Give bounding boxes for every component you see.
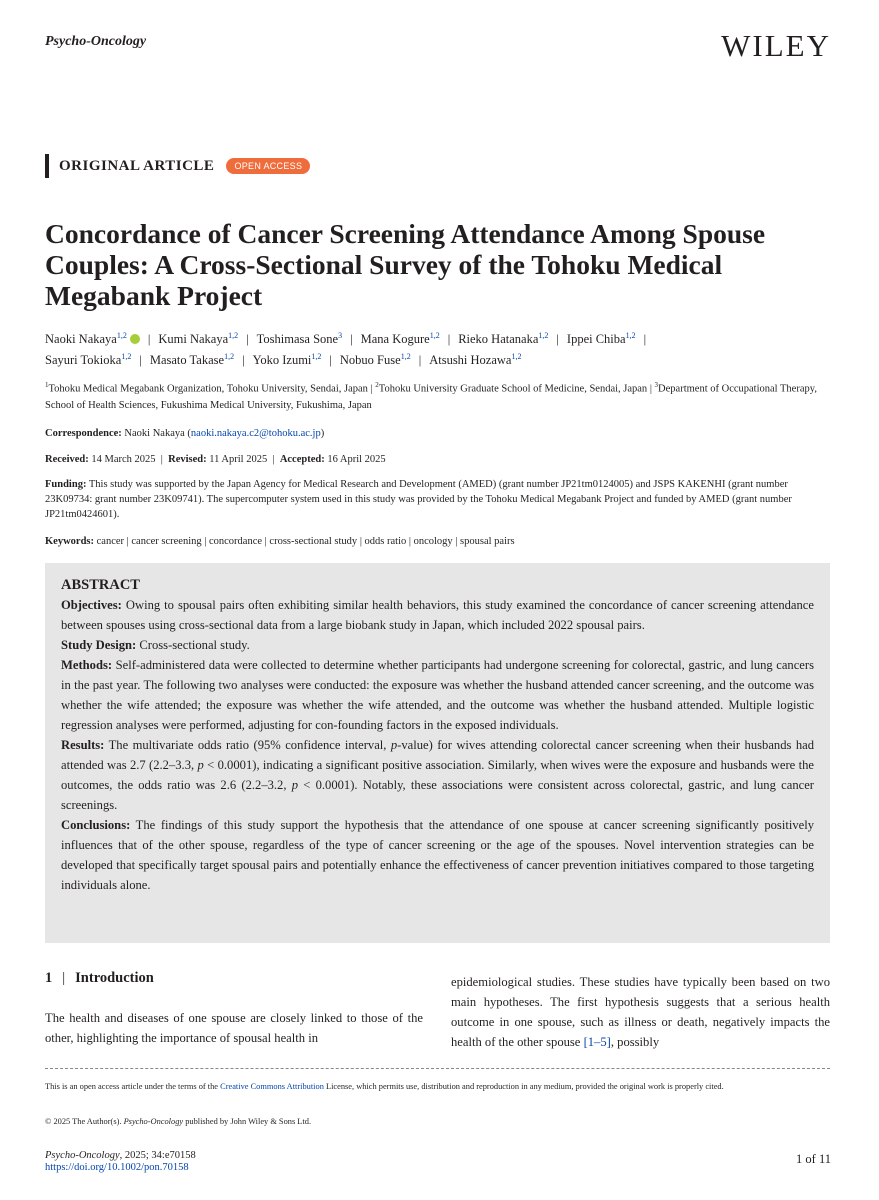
- email-link[interactable]: naoki.nakaya.c2@tohoku.ac.jp: [190, 428, 321, 439]
- abstract-conclusions: Conclusions: The findings of this study support the hypothesis that the attendance of one spouse at cancer screening significantly positively influences that of the other spouse, regardless of the type of cancer screening or the age of the spouses. Novel intervention strategies can be developed that specifically target spousal pairs and potentially enhance the effectiveness of cancer prevention initiatives compared to those targeting individuals alone.: [61, 818, 815, 892]
- license-note: This is an open access article under the terms of the Creative Commons Attribution License, which permits use, distribution and reproduction in any medium, provided the original work is properly cited.: [45, 1082, 724, 1091]
- keywords: Keywords: cancer | cancer screening | concordance | cross-sectional study | odds ratio | oncology | spousal pairs: [45, 536, 515, 547]
- funding: Funding: This study was supported by the Japan Agency for Medical Research and Development (AMED) (grant number JP21tm0124005) and JSPS KAKENHI (grant number 23K09734: grant number 23K09741). The supercomputer system used in this study was provided by the Tohoku Medical Megabank Project and funded by AMED (grant number JP21tm0424601).: [45, 479, 792, 520]
- citation-info: Psycho-Oncology, 2025; 34:e70158 https://doi.org/10.1002/pon.70158: [45, 1150, 196, 1173]
- author[interactable]: Yoko Izumi$^{1,2}$: [252, 352, 322, 368]
- author[interactable]: Atsushi Hozawa$^{1,2}$: [429, 352, 522, 368]
- article-type-row: [45, 154, 310, 178]
- open-access-badge[interactable]: OPEN ACCESS: [226, 158, 310, 174]
- abstract-box: [45, 563, 830, 943]
- section-heading: 1 | Introduction: [45, 970, 154, 986]
- author[interactable]: Sayuri Tokioka$^{1,2}$: [45, 352, 132, 368]
- article-title: Concordance of Cancer Screening Attendance Among Spouse Couples: A Cross-Sectional Survey of the Tohoku Medical Megabank Project: [45, 218, 766, 311]
- journal-name: Psycho-Oncology: [45, 34, 147, 49]
- author[interactable]: Kumi Nakaya$^{1,2}$: [158, 331, 239, 347]
- abstract-objectives: Objectives: Owing to spousal pairs often exhibiting similar health behaviors, this study examined the concordance of cancer screening attendance between spouses using cross-sectional data from a large biobank study in Japan, which included 2022 spousal pairs.: [61, 598, 814, 632]
- author[interactable]: Mana Kogure$^{1,2}$: [360, 331, 440, 347]
- author[interactable]: Toshimasa Sone$^3$: [256, 331, 343, 347]
- author[interactable]: Ippei Chiba$^{1,2}$: [566, 331, 636, 347]
- body-text-right: epidemiological studies. These studies have typically been based on two main hypotheses. The first hypothesis suggests that a serious health outcome in one spouse, such as illness or death, negatively impacts the health of the other spouse [1–5], possibly: [451, 975, 830, 1049]
- article-type-bar: [45, 154, 49, 178]
- abstract-heading: ABSTRACT: [61, 577, 140, 593]
- abstract-methods: Methods: Self-administered data were collected to determine whether participants had undergone screening for colorectal, gastric, and lung cancers in the past year. The following two analyses were conducted: the exposure was whether the husband attended cancer screening, and the outcome was whether the wife attended; the exposure was whether the wife attended, and the outcome was whether the husband attended. Multiple logistic regression analyses were performed, adjusting for con-founding factors in the exposed individuals.: [61, 658, 814, 732]
- article-type-label: ORIGINAL ARTICLE: [59, 157, 215, 174]
- publisher-logo: WILEY: [721, 28, 831, 63]
- copyright-note: © 2025 The Author(s). Psycho-Oncology published by John Wiley & Sons Ltd.: [45, 1117, 312, 1126]
- abstract-results: Results: The multivariate odds ratio (95% confidence interval, p-value) for wives attending colorectal cancer screening when their husbands had attended was 2.7 (2.2–3.3, p < 0.0001), indicating a significant positive association. Similarly, when wives were the exposure and husbands were the outcomes, the odds ratio was 2.6 (2.2–3.2, p < 0.0001). Notably, these associations were consistent across colorectal, gastric, and lung cancer screenings.: [61, 738, 815, 812]
- author[interactable]: Naoki Nakaya$^{1,2}$: [45, 332, 140, 346]
- reference-link[interactable]: [1–5]: [583, 1035, 611, 1049]
- author[interactable]: Rieko Hatanaka$^{1,2}$: [458, 331, 549, 347]
- author[interactable]: Masato Takase$^{1,2}$: [149, 352, 235, 368]
- page-number: 1 of 11: [796, 1152, 831, 1166]
- doi-link[interactable]: https://doi.org/10.1002/pon.70158: [45, 1162, 189, 1173]
- author[interactable]: Nobuo Fuse$^{1,2}$: [339, 352, 411, 368]
- orcid-icon[interactable]: [130, 334, 140, 344]
- article-dates: Received: 14 March 2025 | Revised: 11 April 2025 | Accepted: 16 April 2025: [45, 454, 386, 465]
- license-link[interactable]: Creative Commons Attribution: [220, 1082, 324, 1091]
- abstract-design: Study Design: Cross-sectional study.: [61, 638, 250, 652]
- author-list: Naoki Nakaya$^{1,2}$ | Kumi Nakaya$^{1,2}$ | Toshimasa Sone$^3$ | Mana Kogure$^{1,2}$ | Rieko Hatanaka$^{1,2}$ | Ippei Chiba$^{1,2}$ | Sayuri Tokioka$^{1,2}$ | Masato Takase$^{1,2}$ | Yoko Izumi$^{1,2}$ | Nobuo Fuse$^{1,2}$ | Atsushi Hozawa$^{1,2}$: [45, 331, 647, 368]
- body-text-left: The health and diseases of one spouse are closely linked to those of the other, highlighting the importance of spousal health in: [45, 1011, 423, 1045]
- affiliations: $^1$Tohoku Medical Megabank Organization, Tohoku University, Sendai, Japan | $^2$Tohoku University Graduate School of Medicine, Sendai, Japan | $^3$Department of Occupational Therapy, School of Health Sciences, Fukushima Medical University, Fukushima, Japan: [45, 381, 817, 411]
- footnote-divider: [45, 1068, 830, 1069]
- correspondence: Correspondence: Naoki Nakaya (naoki.nakaya.c2@tohoku.ac.jp): [45, 428, 325, 439]
